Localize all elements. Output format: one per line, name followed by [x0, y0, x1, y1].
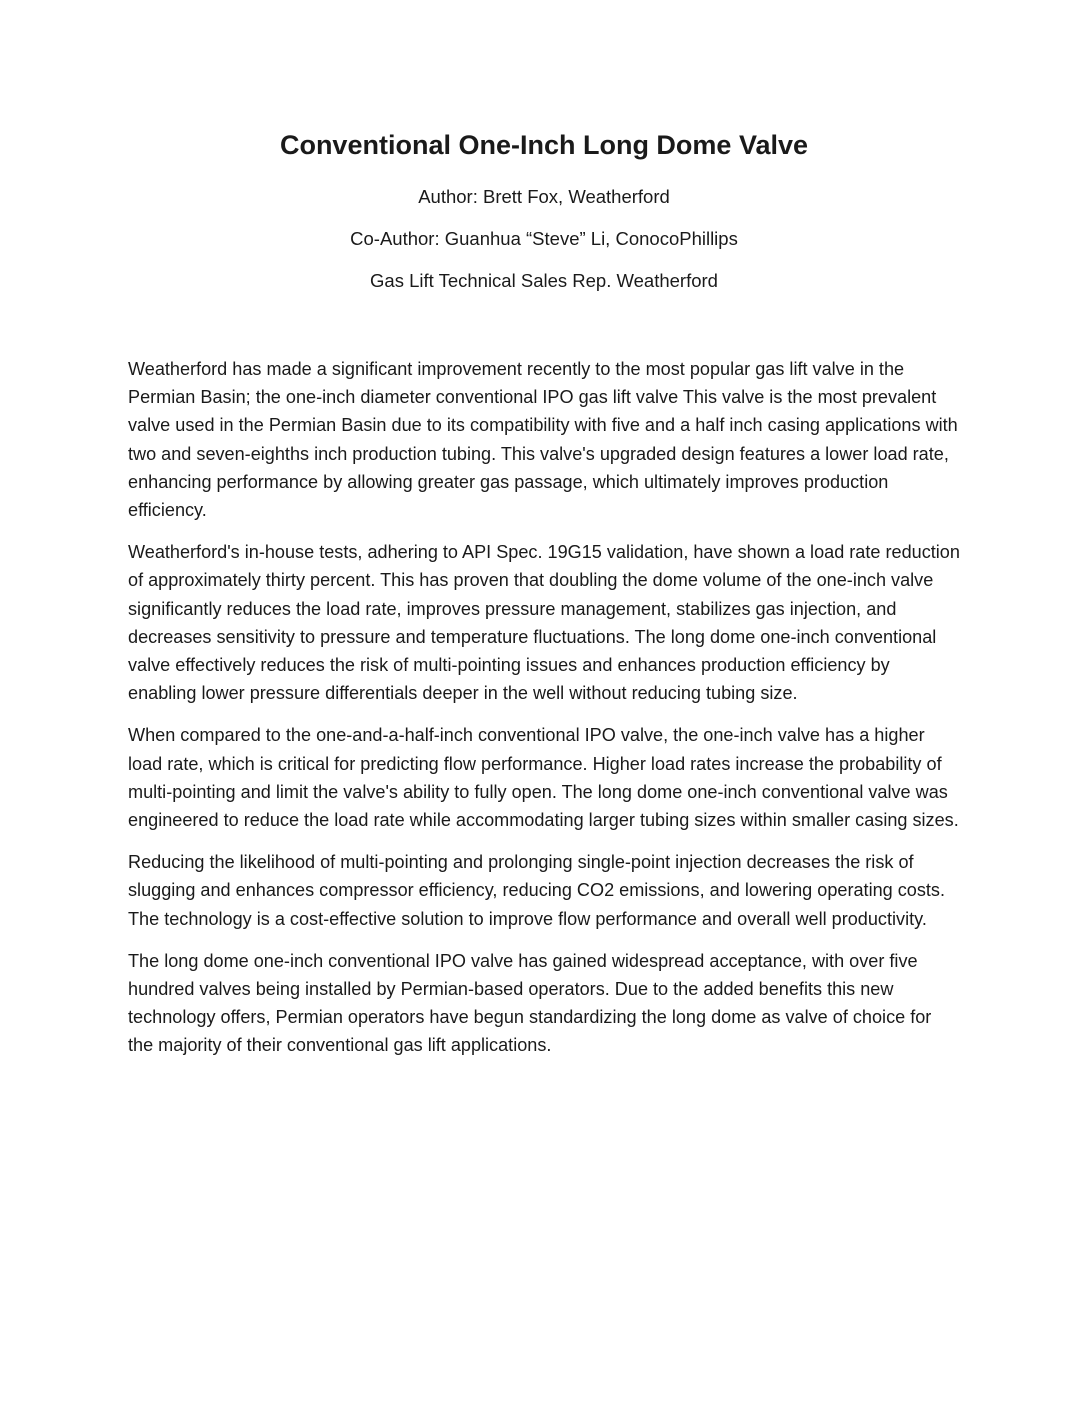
coauthor-line: Co-Author: Guanhua “Steve” Li, ConocoPhillips — [350, 228, 738, 249]
paragraph-5: The long dome one-inch conventional IPO valve has gained widespread acceptance, with over five hundred valves being installed by Permian-based operators. Due to the added benefits this new technology offers, Permian operators have begun standardizing the long dome as valve of choice for the majority of their conventional gas lift applications. — [128, 950, 932, 1056]
paragraph-4: Reducing the likelihood of multi-pointing and prolonging single-point injection decreases the risk of slugging and enhances compressor efficiency, reducing CO2 emissions, and lowering operating costs. The technology is a cost-effective solution to improve flow performance and overall well productivity. — [128, 852, 946, 929]
paragraph-3: When compared to the one-and-a-half-inch conventional IPO valve, the one-inch valve has a higher load rate, which is critical for predicting flow performance. Higher load rates increase the probability of multi-pointing and limit the valve's ability to fully open. The long dome one-inch conventional valve was engineered to reduce the load rate while accommodating larger tubing sizes within smaller casing sizes. — [128, 725, 959, 831]
document-body — [128, 355, 960, 1074]
author-line: Author: Brett Fox, Weatherford — [418, 186, 670, 207]
paragraph-1: Weatherford has made a significant improvement recently to the most popular gas lift valve in the Permian Basin; the one-inch diameter conventional IPO gas lift valve This valve is the most prevalent valve used in the Permian Basin due to its compatibility with five and a half inch casing applications with two and seven-eighths inch production tubing. This valve's upgraded design features a lower load rate, enhancing performance by allowing greater gas passage, which ultimately improves production efficiency. — [128, 359, 958, 521]
role-line: Gas Lift Technical Sales Rep. Weatherford — [370, 270, 718, 291]
paragraph-2: Weatherford's in-house tests, adhering to API Spec. 19G15 validation, have shown a load rate reduction of approximately thirty percent. This has proven that doubling the dome volume of the one-inch valve significantly reduces the load rate, improves pressure management, stabilizes gas injection, and decreases sensitivity to pressure and temperature fluctuations. The long dome one-inch conventional valve effectively reduces the risk of multi-pointing issues and enhances production efficiency by enabling lower pressure differentials deeper in the well without reducing tubing size. — [128, 542, 960, 704]
document-title: Conventional One-Inch Long Dome Valve — [279, 130, 809, 160]
